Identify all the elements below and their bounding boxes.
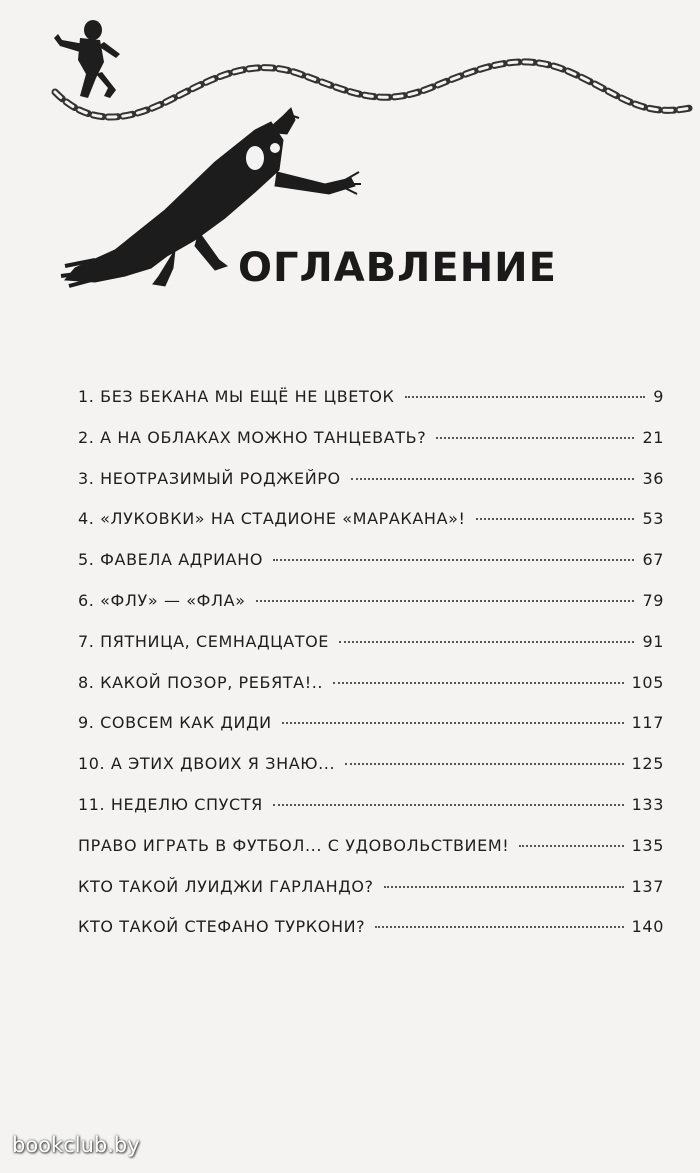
toc-entry-page-number: 135 bbox=[631, 835, 664, 855]
toc-entry-title: 2. А НА ОБЛАКАХ МОЖНО ТАНЦЕВАТЬ? bbox=[78, 427, 427, 447]
toc-entry-page-number: 137 bbox=[631, 876, 664, 896]
toc-dot-leader bbox=[519, 845, 623, 847]
toc-dot-leader bbox=[375, 926, 623, 928]
toc-entry bbox=[78, 387, 664, 428]
toc-dot-leader bbox=[273, 804, 624, 806]
toc-entry bbox=[78, 917, 664, 958]
toc-entry-title: 10. А ЭТИХ ДВОИХ Я ЗНАЮ... bbox=[78, 754, 336, 774]
toc-entry bbox=[78, 509, 664, 550]
toc-entry bbox=[78, 673, 664, 714]
toc-entry-title: 4. «ЛУКОВКИ» НА СТАДИОНЕ «МАРАКАНА»! bbox=[78, 509, 466, 529]
toc-dot-leader bbox=[384, 886, 624, 888]
toc-entry-title: КТО ТАКОЙ СТЕФАНО ТУРКОНИ? bbox=[78, 917, 366, 937]
toc-entry-page-number: 79 bbox=[642, 590, 664, 610]
toc-dot-leader bbox=[476, 518, 635, 520]
toc-dot-leader bbox=[339, 641, 634, 643]
toc-dot-leader bbox=[436, 437, 634, 439]
toc-entry-title: 9. СОВСЕМ КАК ДИДИ bbox=[78, 713, 272, 733]
toc-entry bbox=[78, 469, 664, 510]
toc-entry-page-number: 9 bbox=[653, 387, 664, 406]
toc-entry-page-number: 21 bbox=[642, 427, 664, 447]
toc-entry bbox=[78, 632, 664, 673]
toc-entry bbox=[78, 591, 664, 632]
toc-entry-page-number: 53 bbox=[642, 509, 664, 529]
toc-dot-leader bbox=[273, 559, 634, 561]
toc-entry-title: 11. НЕДЕЛЮ СПУСТЯ bbox=[78, 794, 263, 814]
toc-dot-leader bbox=[345, 763, 623, 765]
toc-entry-title: 8. КАКОЙ ПОЗОР, РЕБЯТА!.. bbox=[78, 672, 324, 692]
toc-entry-page-number: 67 bbox=[642, 550, 664, 570]
toc-entry-title: 6. «ФЛУ» — «ФЛА» bbox=[78, 590, 246, 610]
toc-entry bbox=[78, 428, 664, 469]
toc-dot-leader bbox=[333, 682, 624, 684]
toc-entry-page-number: 36 bbox=[642, 468, 664, 488]
toc-entry-title: 5. ФАВЕЛА АДРИАНО bbox=[78, 550, 264, 570]
toc-entry bbox=[78, 877, 664, 918]
toc-entry bbox=[78, 550, 664, 591]
toc-entry bbox=[78, 795, 664, 836]
toc-dot-leader bbox=[282, 722, 624, 724]
page-title: ОГЛАВЛЕНИЕ bbox=[238, 245, 557, 291]
toc-entry-page-number: 117 bbox=[631, 713, 664, 733]
toc-entry-title: 7. ПЯТНИЦА, СЕМНАДЦАТОЕ bbox=[78, 631, 330, 651]
site-watermark: bookclub.by bbox=[12, 1133, 140, 1157]
toc-entry bbox=[78, 754, 664, 795]
toc-dot-leader bbox=[256, 600, 635, 602]
table-of-contents bbox=[78, 387, 664, 958]
toc-dot-leader bbox=[351, 478, 635, 480]
toc-entry bbox=[78, 836, 664, 877]
toc-entry-page-number: 105 bbox=[631, 672, 664, 692]
toc-dot-leader bbox=[405, 396, 646, 398]
toc-entry-title: 3. НЕОТРАЗИМЫЙ РОДЖЕЙРО bbox=[78, 468, 341, 488]
toc-entry bbox=[78, 713, 664, 754]
toc-entry-page-number: 91 bbox=[642, 631, 664, 651]
toc-entry-title: 1. БЕЗ БЕКАНА МЫ ЕЩЁ НЕ ЦВЕТОК bbox=[78, 387, 395, 406]
toc-entry-title: КТО ТАКОЙ ЛУИДЖИ ГАРЛАНДО? bbox=[78, 876, 374, 896]
toc-entry-title: ПРАВО ИГРАТЬ В ФУТБОЛ... С УДОВОЛЬСТВИЕМ! bbox=[78, 835, 510, 855]
toc-entry-page-number: 133 bbox=[631, 794, 664, 814]
toc-entry-page-number: 140 bbox=[631, 917, 664, 937]
toc-entry-page-number: 125 bbox=[631, 754, 664, 774]
